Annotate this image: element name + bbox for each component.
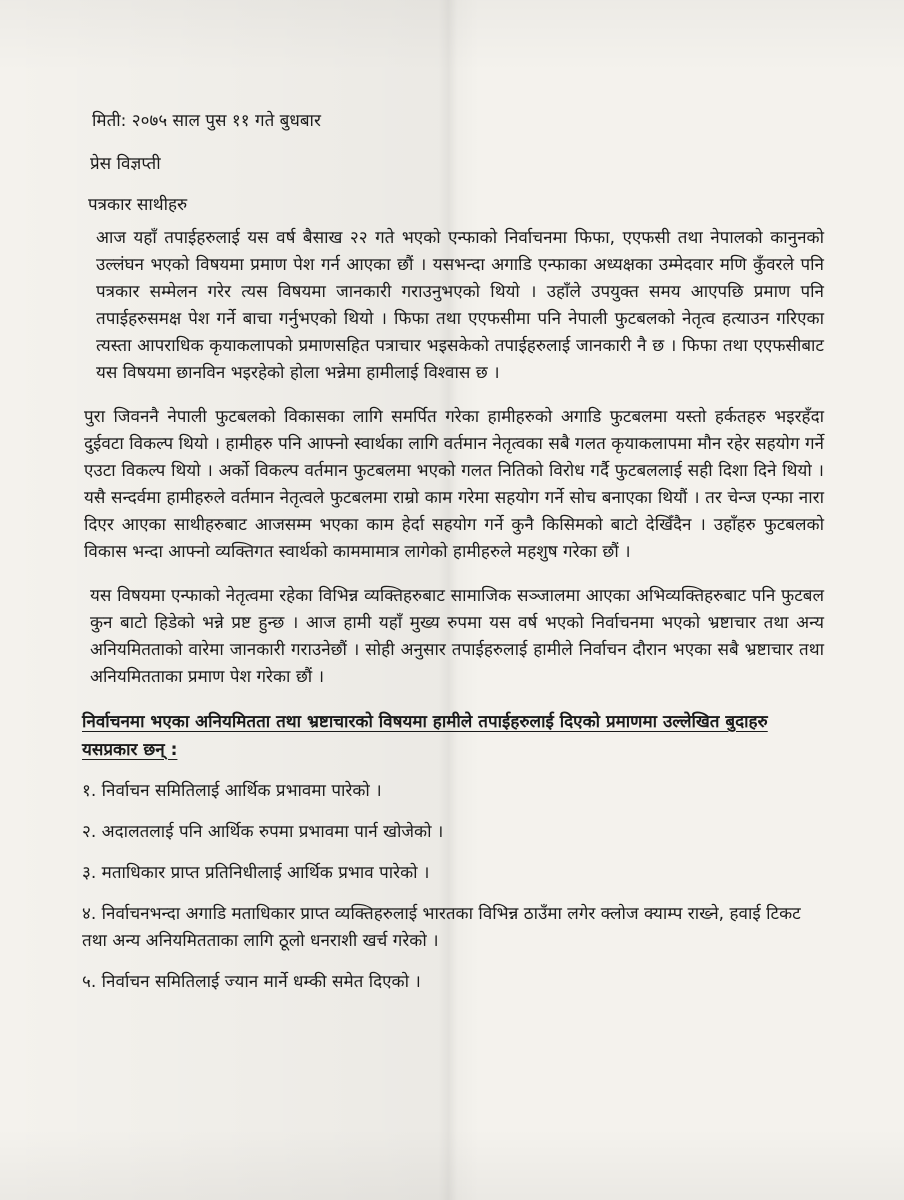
paragraph-2: पुरा जिवननै नेपाली फुटबलको विकासका लागि समर्पित गरेका हामीहरुको अगाडि फुटबलमा यस्तो हर्कतहरु भइरहँदा दुईवटा विकल्प थियो । हामीहरु पनि आफ्नो स्वार्थका लागि वर्तमान नेतृत्वका सबै गलत कृयाकलापमा मौन रहेर सहयोग गर्ने एउटा विकल्प थियो । अर्को विकल्प वर्तमान फुटबलमा भएको गलत नितिको विरोध गर्दै फुटबललाई सही दिशा दिने थियो । यसै सन्दर्वमा हामीहरुले वर्तमान नेतृत्वले फुटबलमा राम्रो काम गरेमा सहयोग गर्ने सोच बनाएका थियौं । तर चेन्ज एन्फा नारा दिएर आएका साथीहरुबाट आजसम्म भएका काम हेर्दा सहयोग गर्ने कुनै किसिमको बाटो देखिँदैन । उहाँहरु फुटबलको विकास भन्दा आफ्नो व्यक्तिगत स्वार्थको काममामात्र लागेको हामीहरुले महशुष गरेका छौं । — [84, 407, 824, 562]
paragraph-3: यस विषयमा एन्फाको नेतृत्वमा रहेका विभिन्न व्यक्तिहरुबाट सामाजिक सञ्जालमा आएका अभिव्यक्तिहरुबाट पनि फुटबल कुन बाटो हिडेको भन्ने प्रष्ट हुन्छ । आज हामी यहाँ मुख्य रुपमा यस वर्ष भएको निर्वाचनमा भएको भ्रष्टाचार तथा अन्य अनियमितताको वारेमा जानकारी गराउनेछौं । सोही अनुसार तपाईहरुलाई हामीले निर्वाचन दौरान भएका सबै भ्रष्टाचार तथा अनियमितताका प्रमाण पेश गरेका छौं । — [90, 586, 824, 687]
press-release-heading: प्रेस विज्ञप्ती — [90, 154, 161, 174]
paragraph-1: आज यहाँ तपाईहरुलाई यस वर्ष बैसाख २२ गते भएको एन्फाको निर्वाचनमा फिफा, एएफसी तथा नेपालको कानुनको उल्लंघन भएको विषयमा प्रमाण पेश गर्न आएका छौं । यसभन्दा अगाडि एन्फाका अध्यक्षका उम्मेदवार मणि कुँवरले पनि पत्रकार सम्मेलन गरेर त्यस विषयमा जानकारी गराउनुभएको थियो । उहाँले उपयुक्त समय आएपछि प्रमाण पनि तपाईहरुसमक्ष पेश गर्ने बाचा गर्नुभएको थियो । फिफा तथा एएफसीमा पनि नेपाली फुटबलको नेतृत्व हत्याउन गरिएका त्यस्ता आपराधिक कृयाकलापको प्रमाणसहित पत्राचार भइसकेको तपाईहरुलाई जानकारी नै छ । फिफा तथा एएफसीबाट यस विषयमा छानविन भइरहेको होला भन्नेमा हामीलाई विश्वास छ । — [96, 228, 824, 383]
press-release-body — [82, 108, 824, 1010]
list-item-3: ३. मताधिकार प्राप्त प्रतिनिधीलाई आर्थिक प्रभाव पारेको । — [82, 863, 430, 883]
list-item-5: ५. निर्वाचन समितिलाई ज्यान मार्ने धम्की समेत दिएको । — [82, 972, 421, 992]
list-item-4: ४. निर्वाचनभन्दा अगाडि मताधिकार प्राप्त व्यक्तिहरुलाई भारतका विभिन्न ठाउँमा लगेर क्लोज क्याम्प राख्ने, हवाई टिकट तथा अन्य अनियमितताका लागि ठूलो धनराशी खर्च गरेको । — [82, 904, 801, 951]
evidence-heading: निर्वाचनमा भएका अनियमितता तथा भ्रष्टाचारको विषयमा हामीले तपाईहरुलाई दिएको प्रमाणमा उल्लेखित बुदाहरु यसप्रकार छन् : — [82, 712, 768, 760]
salutation: पत्रकार साथीहरु — [88, 195, 188, 215]
date-line: मिती: २०७५ साल पुस ११ गते बुधबार — [92, 111, 321, 131]
list-item-1: १. निर्वाचन समितिलाई आर्थिक प्रभावमा पारेको । — [82, 781, 382, 801]
list-item-2: २. अदालतलाई पनि आर्थिक रुपमा प्रभावमा पार्न खोजेको । — [82, 822, 444, 842]
